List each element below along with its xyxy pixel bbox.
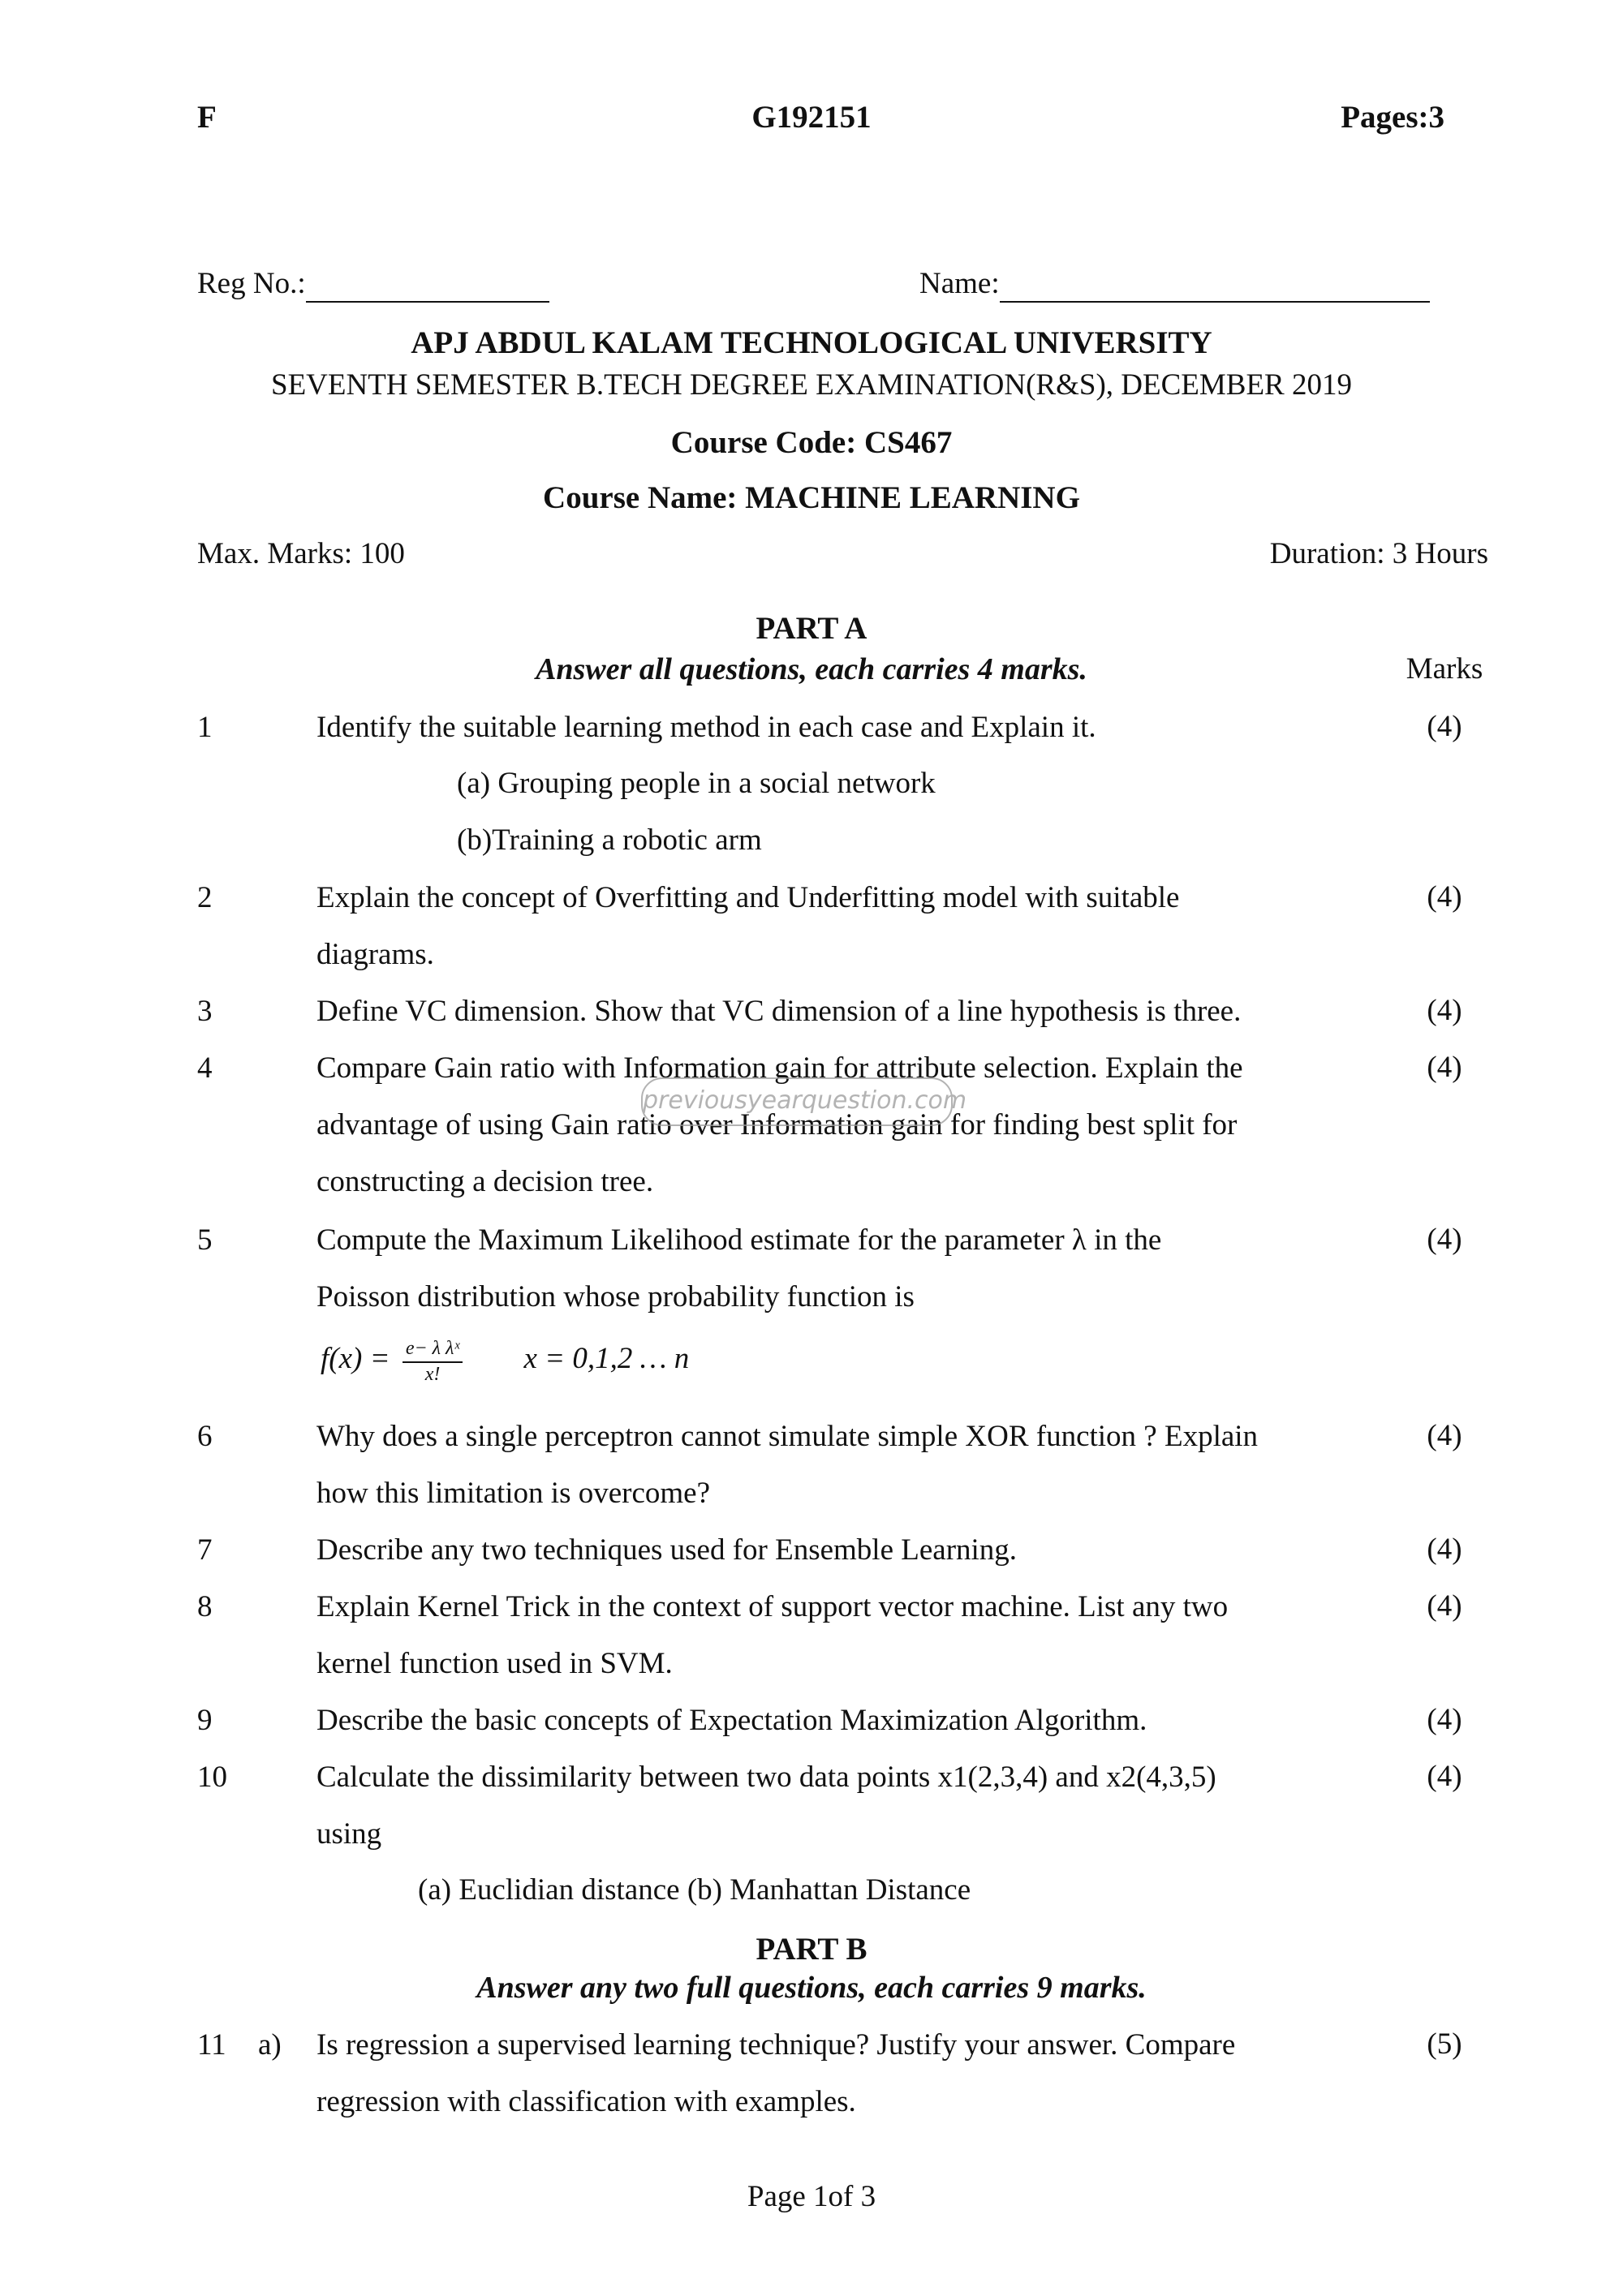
question-number: 4 [197,1051,213,1085]
course-name: Course Name: MACHINE LEARNING [543,480,1080,515]
question-number: 6 [197,1420,213,1453]
question-text: Explain Kernel Trick in the context of support vector machine. List any two kernel function used in SVM. [316,1590,1229,1680]
question-number: 3 [197,995,213,1028]
page-footer: Page 1of 3 [747,2180,876,2213]
question-number: 5 [197,1223,213,1257]
question-marks: (4) [1427,994,1462,1027]
part-b-heading: PART B [756,1932,867,1967]
max-marks: Max. Marks: 100 [197,537,405,570]
question-text: Describe any two techniques used for Ensemble Learning. [316,1533,1018,1567]
watermark: previousyearquestion.com [641,1077,953,1126]
question-text: Define VC dimension. Show that VC dimension of a line hypothesis is three. [316,995,1242,1028]
formula-domain: x = 0,1,2 … n [523,1342,690,1375]
question-marks: (4) [1427,1051,1462,1084]
marks-column-label: Marks [1406,652,1483,686]
university-name: APJ ABDUL KALAM TECHNOLOGICAL UNIVERSITY [411,325,1212,360]
question-option: (b)Training a robotic arm [457,823,762,857]
formula-lhs: f(x) = [321,1342,390,1375]
part-a-instruction: Answer all questions, each carries 4 marks. [536,652,1087,686]
question-text: Why does a single perceptron cannot simulate simple XOR function ? Explain how this limitation is overcome? [316,1420,1259,1510]
question-text: Explain the concept of Overfitting and Underfitting model with suitable diagrams. [316,881,1180,971]
question-text: Compute the Maximum Likelihood estimate for the parameter λ in the Poisson distribution whose probability function is [316,1223,1162,1314]
reg-no-blank[interactable] [306,273,549,303]
question-marks: (4) [1427,1760,1462,1793]
question-marks: (4) [1427,1419,1462,1452]
question-number: 9 [197,1704,213,1737]
question-text: Is regression a supervised learning technique? Justify your answer. Compare regression with classification with examples. [316,2028,1236,2118]
formula-fraction [403,1337,463,1386]
paper-code: G192151 [751,100,872,135]
question-text: Describe the basic concepts of Expectation Maximization Algorithm. [316,1704,1147,1737]
formula-denominator: x! [424,1363,441,1385]
duration: Duration: 3 Hours [1269,537,1488,570]
name-field[interactable] [919,265,1430,303]
paper-series: F [197,100,217,135]
question-marks: (4) [1427,880,1462,914]
name-label: Name: [919,267,1000,300]
question-number: 8 [197,1590,213,1623]
question-text: Compare Gain ratio with Information gain for attribute selection. Explain the advantage of using Gain ratio over Information gain for finding best split for constructing a decision tree. [316,1051,1243,1198]
question-marks: (4) [1427,1703,1462,1736]
poisson-formula [321,1331,689,1387]
question-marks: (4) [1427,1589,1462,1623]
question-marks: (4) [1427,710,1462,743]
question-subpart: a) [258,2028,282,2062]
course-code: Course Code: CS467 [670,425,953,460]
question-option: (a) Euclidian distance (b) Manhattan Distance [418,1873,971,1907]
question-number: 7 [197,1533,213,1567]
formula-numerator: e− λ λˣ [403,1337,463,1363]
question-text: Calculate the dissimilarity between two data points x1(2,3,4) and x2(4,3,5) using [316,1761,1216,1851]
question-marks: (5) [1427,2027,1462,2061]
question-text: Identify the suitable learning method in each case and Explain it. [316,711,1096,744]
question-number: 11 [197,2028,226,2062]
question-number: 2 [197,881,213,914]
part-a-heading: PART A [756,611,867,646]
question-option: (a) Grouping people in a social network [457,767,936,800]
reg-no-field[interactable] [197,265,549,303]
page-count: Pages:3 [1341,100,1444,135]
question-number: 10 [197,1761,227,1794]
exam-title: SEVENTH SEMESTER B.TECH DEGREE EXAMINATION(R&S), DECEMBER 2019 [271,368,1352,402]
question-number: 1 [197,711,213,744]
reg-no-label: Reg No.: [197,267,306,300]
name-blank[interactable] [1000,273,1430,303]
question-marks: (4) [1427,1533,1462,1566]
question-marks: (4) [1427,1223,1462,1256]
part-b-instruction: Answer any two full questions, each carries 9 marks. [476,1971,1147,2005]
